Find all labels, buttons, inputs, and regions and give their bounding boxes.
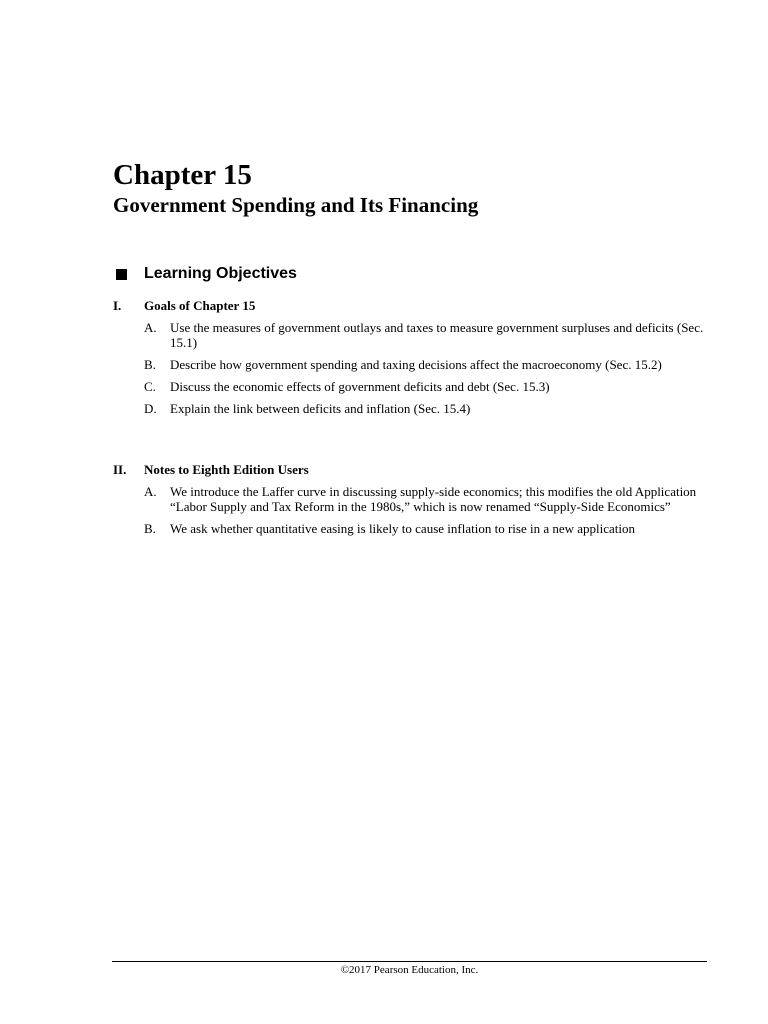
outline-heading-text: Notes to Eighth Edition Users [144,462,309,477]
item-letter: A. [144,320,157,335]
list-item [113,521,713,536]
item-text: Describe how government spending and taxing decisions affect the macroeconomy (Sec. 15.2) [170,357,662,372]
section-heading-text: Learning Objectives [144,265,297,282]
outline-heading-text: Goals of Chapter 15 [144,298,256,313]
outline-list [113,320,713,416]
chapter-title: Chapter 15 [113,159,252,191]
item-letter: D. [144,401,157,416]
outline-list [113,484,713,536]
roman-numeral: I. [113,298,122,313]
chapter-subtitle: Government Spending and Its Financing [113,193,479,217]
list-item [113,357,713,372]
footer-copyright: ©2017 Pearson Education, Inc. [340,964,479,976]
list-item [113,320,713,350]
item-letter: C. [144,379,156,394]
item-text: We ask whether quantitative easing is likely to cause inflation to rise in a new application [170,521,636,536]
list-item [113,401,713,416]
learning-objectives-heading [116,264,297,284]
outline-section-goals [113,298,713,423]
item-text: Explain the link between deficits and inflation (Sec. 15.4) [170,401,471,416]
item-letter: B. [144,357,156,372]
item-letter: A. [144,484,157,499]
list-item [113,379,713,394]
item-text: Use the measures of government outlays and taxes to measure government surpluses and deficits (Sec. 15.1) [170,320,704,350]
outline-heading [113,298,713,314]
roman-numeral: II. [113,462,127,477]
item-text: We introduce the Laffer curve in discussing supply-side economics; this modifies the old Application “Labor Supply and Tax Reform in the 1980s,” which is now renamed “Supply-Side Economics” [170,484,697,514]
item-letter: B. [144,521,156,536]
outline-section-edition-notes [113,462,713,543]
footer-divider [112,961,707,962]
item-text: Discuss the economic effects of government deficits and debt (Sec. 15.3) [170,379,550,394]
list-item [113,484,713,514]
outline-heading [113,462,713,478]
square-bullet-icon [116,269,127,280]
